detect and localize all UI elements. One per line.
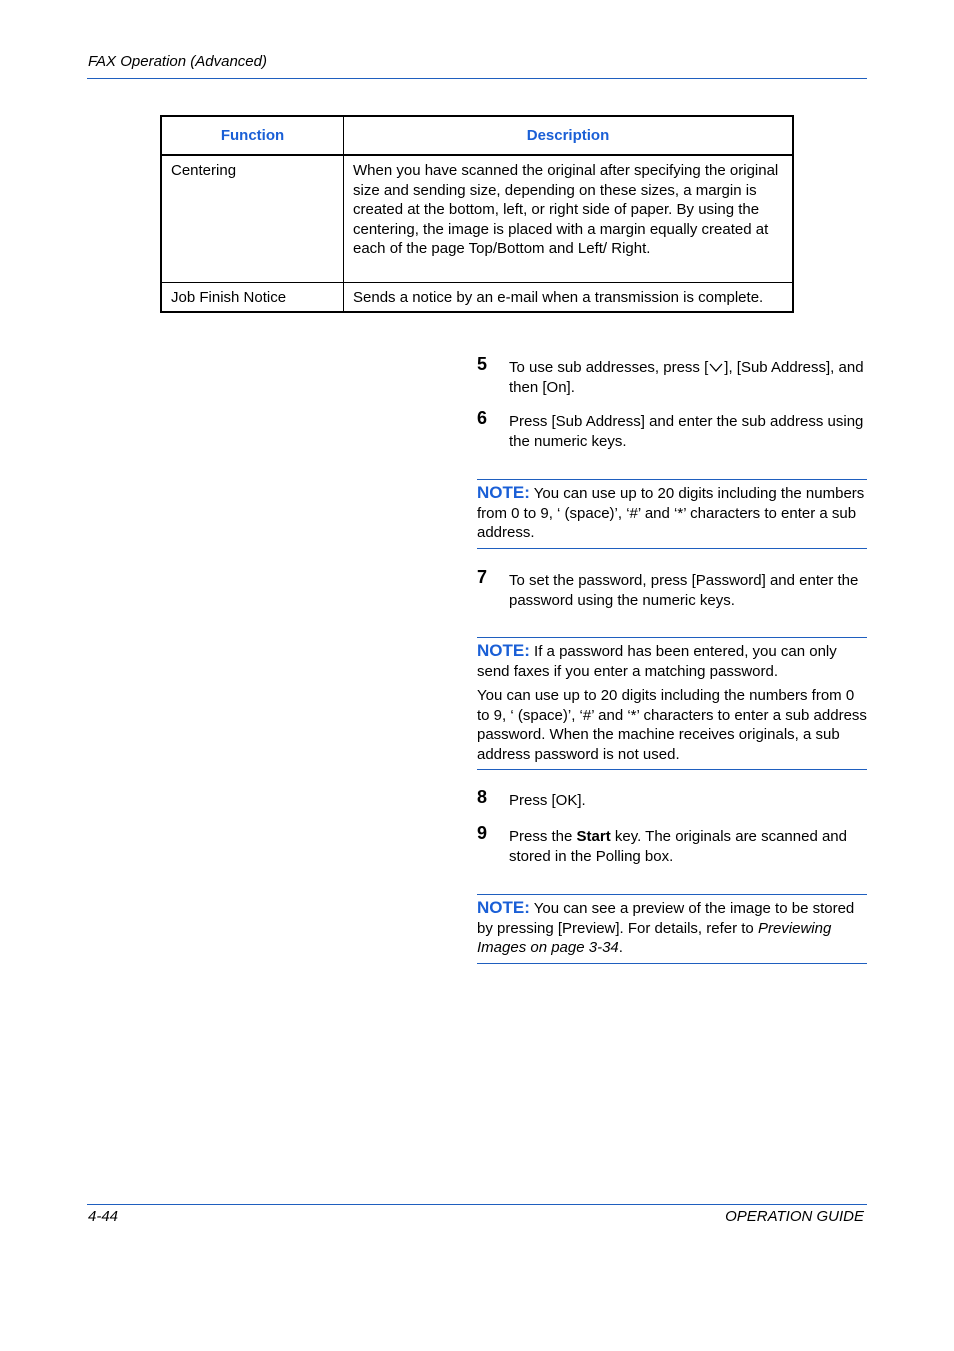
- step-number: 5: [477, 354, 488, 374]
- note-text: [477, 641, 867, 681]
- step-number: 8: [477, 787, 488, 807]
- description-cell: Sends a notice by an e-mail when a transmission is complete.: [344, 282, 794, 312]
- function-table: [160, 115, 794, 313]
- step-text-part: ], [Sub Address], and then [On].: [509, 359, 864, 396]
- table-row: [161, 155, 793, 282]
- note-label: NOTE:: [477, 898, 530, 917]
- note-body: If a password has been entered, you can only send faxes if you enter a matching password.: [477, 643, 837, 680]
- step-text-part: Press the: [509, 828, 577, 845]
- step-9: [477, 823, 867, 866]
- note-body: You can use up to 20 digits including the numbers from 0 to 9, ‘ (space)’, ‘#’ and ‘*’ characters to enter a sub address.: [477, 485, 865, 541]
- header-rule: [87, 78, 867, 79]
- note-sub-address: [477, 479, 867, 549]
- note-label: NOTE:: [477, 641, 530, 660]
- note-label: NOTE:: [477, 483, 530, 502]
- column-header-function: Function: [161, 116, 344, 155]
- step-text: [509, 358, 867, 397]
- step-7: [477, 567, 867, 610]
- step-8: [477, 787, 867, 811]
- step-text-part: To use sub addresses, press [: [509, 359, 709, 376]
- step-text: To set the password, press [Password] and enter the password using the numeric keys.: [509, 572, 859, 609]
- note-paragraph: You can use up to 20 digits including the numbers from 0 to 9, ‘ (space)’, ‘#’ and ‘*’ characters to enter a sub address password. When the machine receives originals, a sub address password is not used.: [477, 687, 867, 763]
- header-title: FAX Operation (Advanced): [88, 53, 267, 70]
- description-cell: When you have scanned the original after specifying the original size and sending size, depending on these sizes, a margin is created at the bottom, left, or right side of paper. By using the centering, the image is placed with a margin equally created at each of the page Top/Bottom and Left/ Right.: [344, 155, 794, 282]
- step-number: 7: [477, 567, 488, 587]
- note-password: [477, 637, 867, 770]
- step-text: [509, 827, 867, 866]
- note-body: You can see a preview of the image to be stored by pressing [Preview]. For details, refer to: [477, 900, 855, 937]
- step-5: [477, 354, 867, 397]
- note-text: [477, 483, 867, 543]
- note-preview: [477, 894, 867, 964]
- step-number: 6: [477, 408, 488, 428]
- step-6: [477, 408, 867, 451]
- note-body: .: [618, 939, 623, 956]
- start-key-label: Start: [576, 828, 611, 845]
- step-text: Press [Sub Address] and enter the sub address using the numeric keys.: [509, 413, 864, 450]
- chevron-down-icon: [708, 361, 724, 373]
- function-cell: Job Finish Notice: [161, 282, 344, 312]
- step-text-part: key. The originals are scanned and stored in the Polling box.: [509, 828, 847, 865]
- step-text: Press [OK].: [509, 792, 586, 809]
- guide-title: OPERATION GUIDE: [725, 1208, 864, 1225]
- table-row: [161, 282, 793, 312]
- table-header-row: [161, 116, 793, 155]
- column-header-description: Description: [344, 116, 794, 155]
- footer-rule: [87, 1204, 867, 1205]
- function-cell: Centering: [161, 155, 344, 282]
- step-number: 9: [477, 823, 488, 843]
- page-number: 4-44: [88, 1208, 119, 1225]
- cross-reference: Previewing Images on page 3-34: [477, 919, 832, 956]
- note-text: [477, 898, 867, 958]
